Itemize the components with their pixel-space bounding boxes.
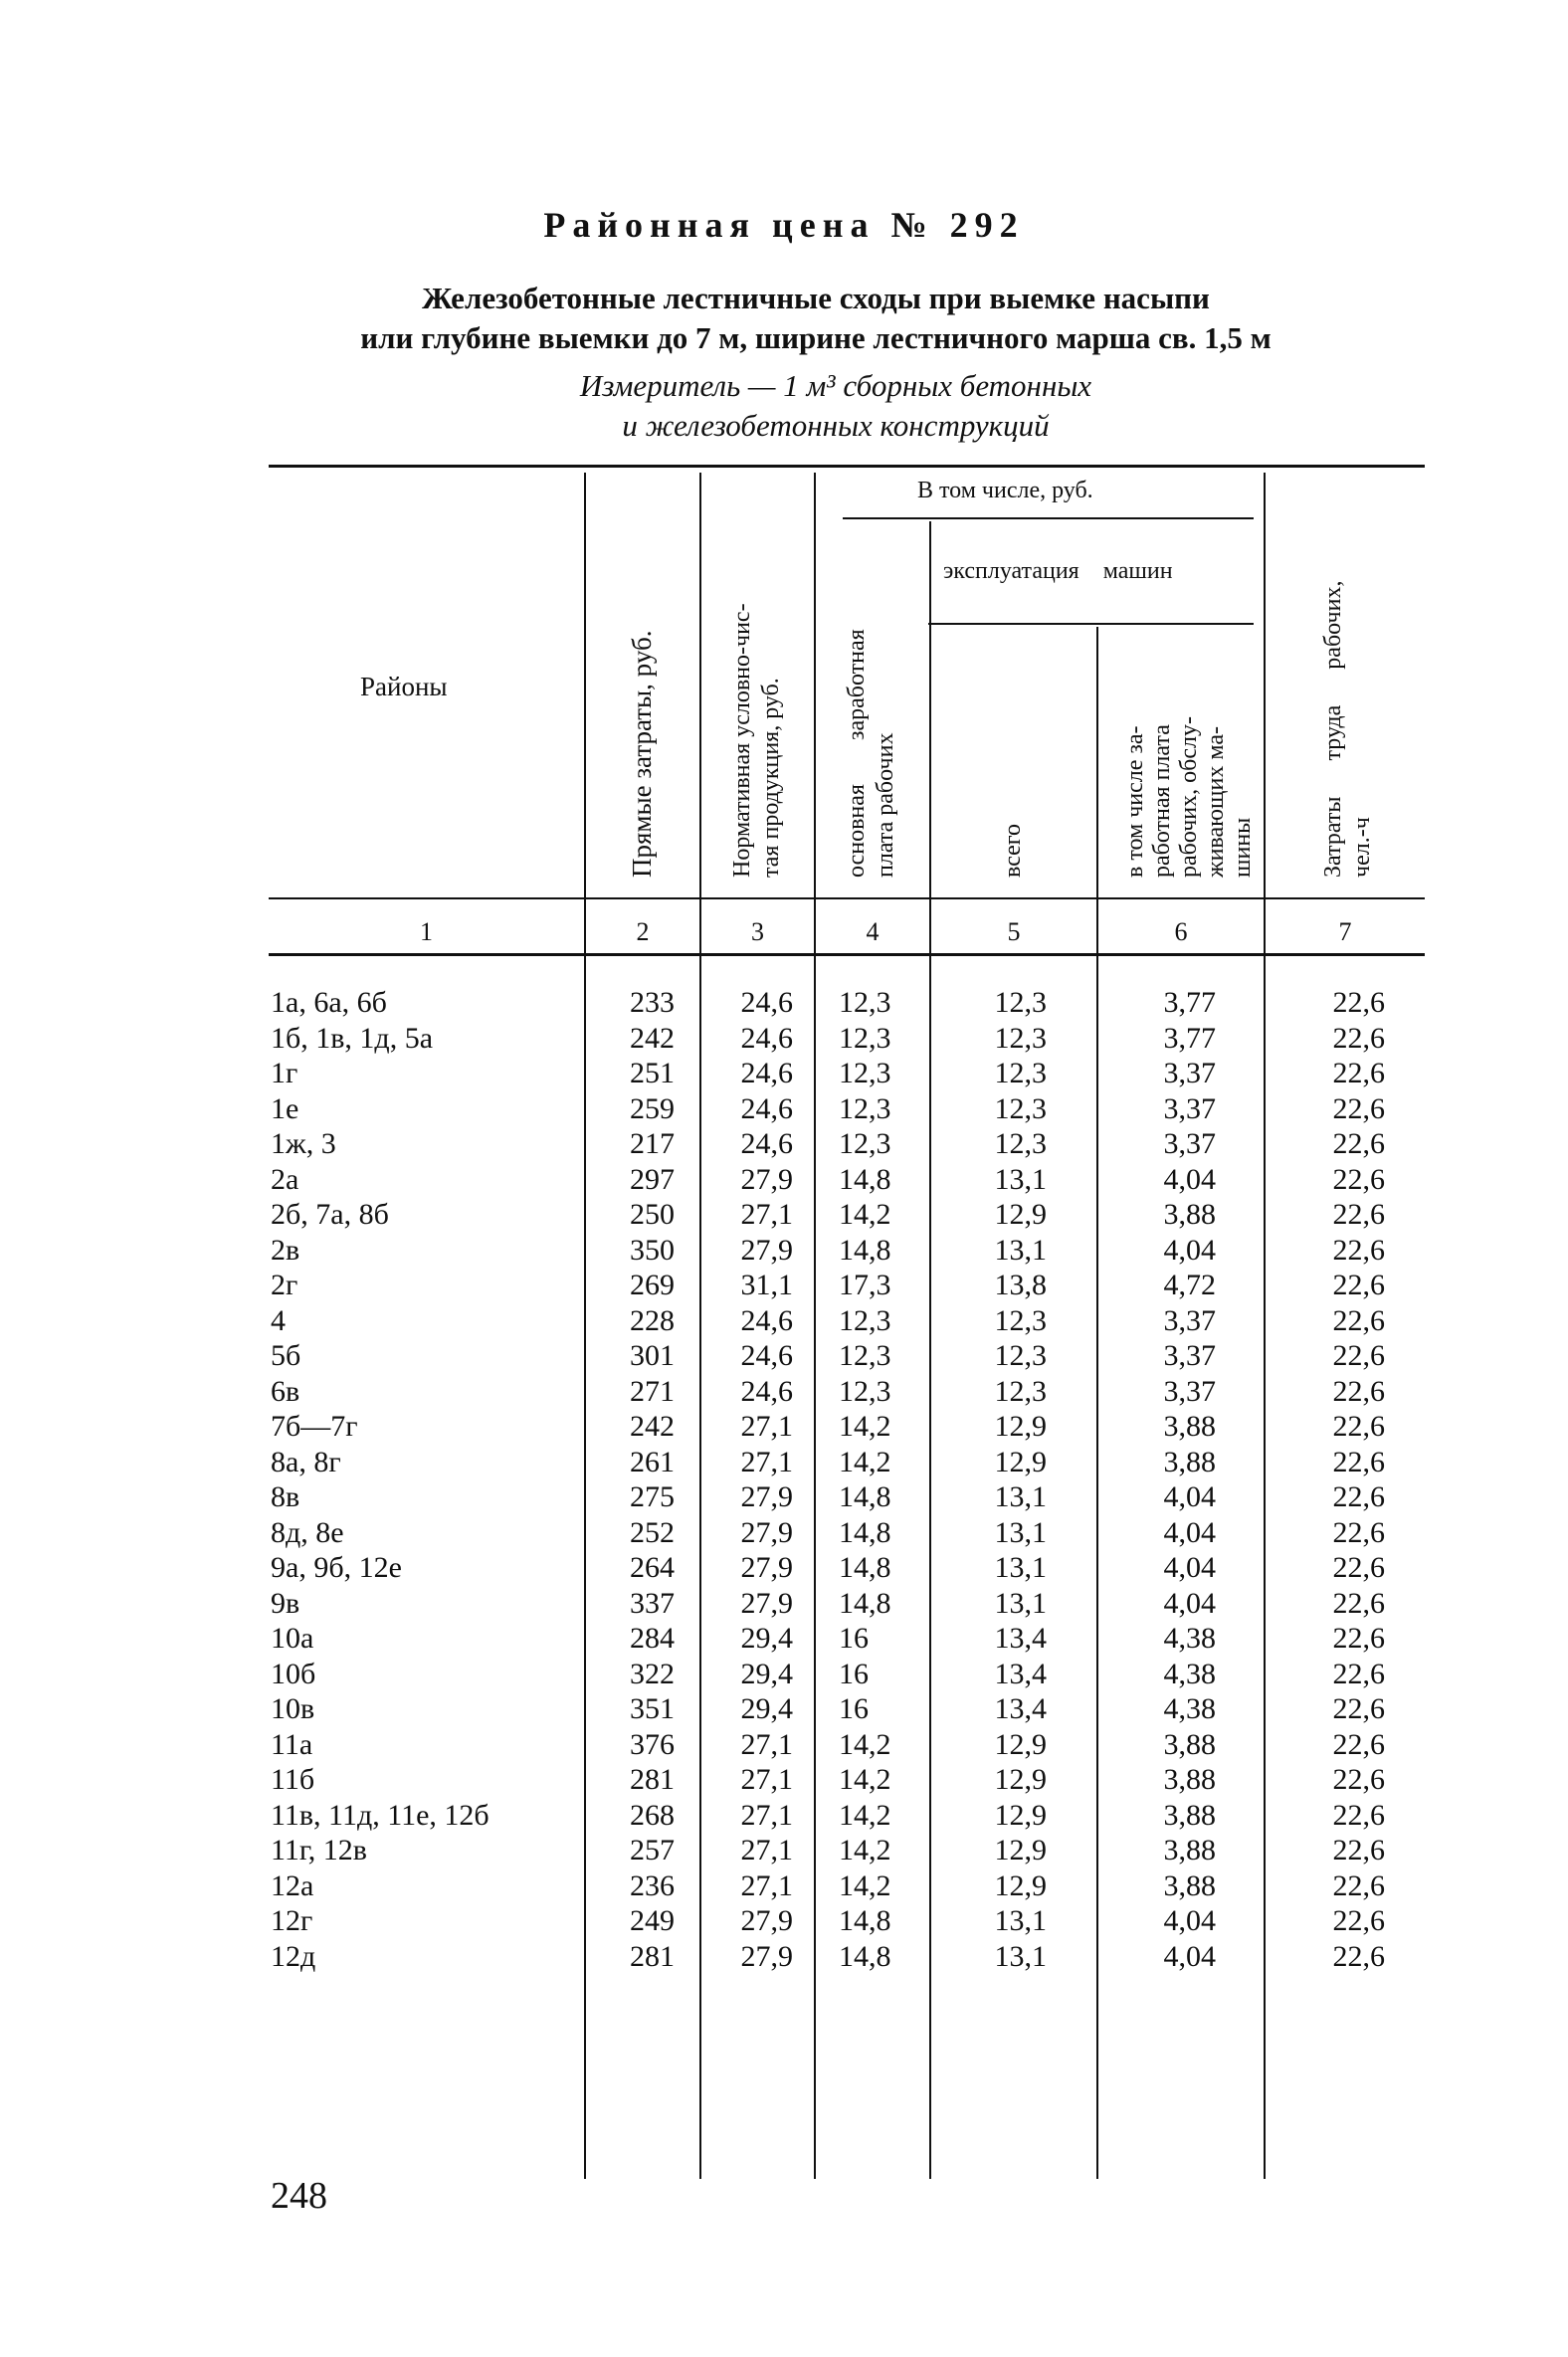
cell-machine-wage: 4,04 xyxy=(1163,1551,1216,1584)
column-number-7: 7 xyxy=(1338,917,1352,946)
cell-normative-net: 24,6 xyxy=(740,1374,793,1408)
cell-base-wage: 14,8 xyxy=(839,1515,891,1549)
cell-region: 10в xyxy=(271,1692,315,1725)
cell-direct-costs: 297 xyxy=(630,1162,675,1196)
cell-direct-costs: 217 xyxy=(630,1127,675,1160)
cell-machine-wage: 3,88 xyxy=(1163,1198,1216,1231)
cell-normative-net: 27,9 xyxy=(740,1551,793,1584)
cell-labor: 22,6 xyxy=(1332,1303,1385,1337)
cell-base-wage: 14,2 xyxy=(839,1445,891,1478)
header-regions: Районы xyxy=(360,672,448,701)
vrule-3 xyxy=(814,473,816,2179)
cell-machine-total: 13,1 xyxy=(994,1586,1047,1620)
page-subtitle xyxy=(259,279,1373,358)
cell-normative-net: 27,1 xyxy=(740,1834,793,1866)
column-number-3: 3 xyxy=(751,917,764,946)
cell-machine-total: 12,9 xyxy=(994,1410,1047,1443)
cell-base-wage: 14,2 xyxy=(839,1763,891,1796)
cell-base-wage: 16 xyxy=(839,1692,869,1725)
cell-machine-wage: 4,04 xyxy=(1163,1904,1216,1937)
rule-top xyxy=(269,465,1425,468)
cell-base-wage: 12,3 xyxy=(839,1057,891,1089)
vrule-4 xyxy=(929,521,931,2179)
cell-machine-total: 13,1 xyxy=(994,1551,1047,1584)
cell-region: 10б xyxy=(271,1657,316,1690)
cell-normative-net: 27,1 xyxy=(740,1727,793,1761)
cell-base-wage: 14,2 xyxy=(839,1198,891,1231)
cell-machine-wage: 4,38 xyxy=(1163,1692,1216,1725)
cell-machine-wage: 3,88 xyxy=(1163,1445,1216,1478)
cell-normative-net: 27,9 xyxy=(740,1480,793,1513)
cell-region: 10а xyxy=(271,1622,314,1655)
cell-labor: 22,6 xyxy=(1332,1727,1385,1761)
machine-wage-column xyxy=(1114,985,1216,1974)
cell-normative-net: 27,9 xyxy=(740,1515,793,1549)
cell-direct-costs: 301 xyxy=(630,1339,675,1372)
cell-direct-costs: 261 xyxy=(630,1445,675,1478)
cell-labor: 22,6 xyxy=(1332,1515,1385,1549)
cell-normative-net: 27,1 xyxy=(740,1198,793,1231)
cell-direct-costs: 259 xyxy=(630,1091,675,1125)
cell-labor: 22,6 xyxy=(1332,1057,1385,1089)
cell-base-wage: 16 xyxy=(839,1622,869,1655)
cell-normative-net: 27,1 xyxy=(740,1410,793,1443)
cell-base-wage: 17,3 xyxy=(839,1269,891,1301)
cell-normative-net: 24,6 xyxy=(740,1303,793,1337)
cell-base-wage: 14,2 xyxy=(839,1868,891,1902)
cell-machine-total: 13,4 xyxy=(994,1692,1047,1725)
cell-machine-wage: 4,04 xyxy=(1163,1162,1216,1196)
cell-region: 8а, 8г xyxy=(271,1445,341,1478)
column-number-5: 5 xyxy=(1007,917,1021,946)
cell-direct-costs: 281 xyxy=(630,1763,675,1796)
cell-labor: 22,6 xyxy=(1332,1763,1385,1796)
cell-normative-net: 27,1 xyxy=(740,1798,793,1832)
cell-direct-costs: 249 xyxy=(630,1904,675,1937)
cell-region: 2г xyxy=(271,1269,298,1301)
base-wage-column xyxy=(839,985,928,1974)
cell-labor: 22,6 xyxy=(1332,1198,1385,1231)
header-machine-operation: эксплуатация машин xyxy=(943,558,1173,584)
cell-region: 11а xyxy=(271,1727,313,1761)
rule-machines xyxy=(928,623,1254,625)
cell-direct-costs: 350 xyxy=(630,1233,675,1267)
cell-labor: 22,6 xyxy=(1332,1939,1385,1973)
cell-machine-total: 12,9 xyxy=(994,1763,1047,1796)
cell-direct-costs: 257 xyxy=(630,1834,675,1866)
cell-machine-wage: 3,88 xyxy=(1163,1798,1216,1832)
cell-base-wage: 14,2 xyxy=(839,1798,891,1832)
cell-machine-total: 13,1 xyxy=(994,1904,1047,1937)
cell-machine-total: 13,1 xyxy=(994,1480,1047,1513)
measure-unit xyxy=(398,366,1274,446)
subtitle-line-2: или глубине выемки до 7 м, ширине лестничного марша св. 1,5 м xyxy=(360,320,1272,355)
cell-machine-total: 12,3 xyxy=(994,1091,1047,1125)
cell-normative-net: 24,6 xyxy=(740,1021,793,1055)
cell-region: 9а, 9б, 12е xyxy=(271,1551,402,1584)
cell-base-wage: 12,3 xyxy=(839,1303,891,1337)
rule-including xyxy=(843,517,1254,519)
cell-direct-costs: 337 xyxy=(630,1586,675,1620)
cell-labor: 22,6 xyxy=(1332,1127,1385,1160)
vrule-1 xyxy=(584,473,586,2179)
cell-direct-costs: 242 xyxy=(630,1410,675,1443)
normative-net-column xyxy=(701,985,793,1974)
cell-normative-net: 29,4 xyxy=(740,1692,793,1725)
cell-normative-net: 27,9 xyxy=(740,1586,793,1620)
cell-labor: 22,6 xyxy=(1332,1798,1385,1832)
cell-normative-net: 27,9 xyxy=(740,1939,793,1973)
cell-direct-costs: 228 xyxy=(630,1303,675,1337)
cell-machine-wage: 3,88 xyxy=(1163,1410,1216,1443)
cell-machine-total: 13,4 xyxy=(994,1622,1047,1655)
cell-machine-total: 12,9 xyxy=(994,1727,1047,1761)
cell-direct-costs: 351 xyxy=(630,1692,675,1725)
measure-line-2: и железобетонных конструкций xyxy=(622,408,1050,443)
cell-machine-wage: 3,37 xyxy=(1163,1303,1216,1337)
cell-region: 5б xyxy=(271,1339,301,1372)
cell-normative-net: 27,1 xyxy=(740,1763,793,1796)
cell-machine-total: 12,9 xyxy=(994,1445,1047,1478)
column-number-4: 4 xyxy=(866,917,880,946)
cell-machine-total: 13,1 xyxy=(994,1939,1047,1973)
cell-region: 6в xyxy=(271,1374,300,1408)
cell-labor: 22,6 xyxy=(1332,1622,1385,1655)
cell-normative-net: 27,1 xyxy=(740,1445,793,1478)
cell-base-wage: 14,2 xyxy=(839,1727,891,1761)
cell-direct-costs: 281 xyxy=(630,1939,675,1973)
cell-direct-costs: 269 xyxy=(630,1269,675,1301)
page-title: Районная цена № 292 xyxy=(543,205,1025,245)
cell-direct-costs: 252 xyxy=(630,1515,675,1549)
cell-machine-total: 13,4 xyxy=(994,1657,1047,1690)
cell-machine-total: 12,3 xyxy=(994,1057,1047,1089)
cell-machine-total: 13,8 xyxy=(994,1269,1047,1301)
cell-machine-wage: 4,04 xyxy=(1163,1233,1216,1267)
page-number: 248 xyxy=(271,2175,327,2217)
cell-region: 8д, 8е xyxy=(271,1515,344,1549)
cell-normative-net: 27,9 xyxy=(740,1233,793,1267)
cell-region: 12а xyxy=(271,1868,314,1902)
measure-line-1: Измеритель — 1 м³ сборных бетонных xyxy=(579,368,1092,403)
cell-direct-costs: 322 xyxy=(630,1657,675,1690)
cell-direct-costs: 242 xyxy=(630,1021,675,1055)
cell-normative-net: 27,9 xyxy=(740,1904,793,1937)
header-including: В том числе, руб. xyxy=(917,478,1093,503)
cell-labor: 22,6 xyxy=(1332,1374,1385,1408)
cell-machine-wage: 4,04 xyxy=(1163,1586,1216,1620)
cell-region: 1г xyxy=(271,1057,298,1089)
labor-column xyxy=(1283,985,1385,1974)
cell-labor: 22,6 xyxy=(1332,1692,1385,1725)
cell-direct-costs: 271 xyxy=(630,1374,675,1408)
cell-base-wage: 12,3 xyxy=(839,986,891,1019)
cell-base-wage: 12,3 xyxy=(839,1339,891,1372)
machine-total-column xyxy=(955,985,1047,1974)
cell-machine-wage: 3,88 xyxy=(1163,1727,1216,1761)
cell-machine-total: 12,3 xyxy=(994,1374,1047,1408)
cell-region: 11г, 12в xyxy=(271,1834,367,1866)
cell-labor: 22,6 xyxy=(1332,1233,1385,1267)
cell-base-wage: 14,8 xyxy=(839,1939,891,1973)
cell-normative-net: 24,6 xyxy=(740,1057,793,1089)
cell-machine-wage: 4,38 xyxy=(1163,1622,1216,1655)
cell-region: 2б, 7а, 8б xyxy=(271,1198,389,1231)
cell-machine-wage: 3,37 xyxy=(1163,1057,1216,1089)
cell-machine-wage: 3,37 xyxy=(1163,1091,1216,1125)
cell-region: 8в xyxy=(271,1480,300,1513)
regions-column xyxy=(271,985,579,1974)
cell-base-wage: 14,2 xyxy=(839,1834,891,1866)
cell-labor: 22,6 xyxy=(1332,1445,1385,1478)
cell-labor: 22,6 xyxy=(1332,1339,1385,1372)
cell-machine-wage: 3,37 xyxy=(1163,1127,1216,1160)
cell-base-wage: 14,8 xyxy=(839,1551,891,1584)
cell-region: 2в xyxy=(271,1233,300,1267)
cell-direct-costs: 236 xyxy=(630,1868,675,1902)
cell-machine-total: 12,9 xyxy=(994,1198,1047,1231)
cell-labor: 22,6 xyxy=(1332,986,1385,1019)
cell-labor: 22,6 xyxy=(1332,1269,1385,1301)
cell-machine-wage: 3,88 xyxy=(1163,1868,1216,1902)
subtitle-line-1: Железобетонные лестничные сходы при выемке насыпи xyxy=(422,281,1210,315)
cell-labor: 22,6 xyxy=(1332,1834,1385,1866)
cell-base-wage: 14,2 xyxy=(839,1410,891,1443)
cell-machine-total: 12,9 xyxy=(994,1834,1047,1866)
cell-machine-wage: 3,88 xyxy=(1163,1834,1216,1866)
cell-normative-net: 24,6 xyxy=(740,1339,793,1372)
cell-base-wage: 14,8 xyxy=(839,1480,891,1513)
cell-machine-wage: 3,77 xyxy=(1163,1021,1216,1055)
cell-direct-costs: 275 xyxy=(630,1480,675,1513)
column-number-2: 2 xyxy=(636,917,650,946)
cell-machine-wage: 3,88 xyxy=(1163,1763,1216,1796)
cell-labor: 22,6 xyxy=(1332,1162,1385,1196)
cell-region: 4 xyxy=(271,1303,286,1337)
cell-machine-total: 12,3 xyxy=(994,1339,1047,1372)
cell-direct-costs: 268 xyxy=(630,1798,675,1832)
cell-direct-costs: 251 xyxy=(630,1057,675,1089)
cell-machine-wage: 4,04 xyxy=(1163,1515,1216,1549)
cell-labor: 22,6 xyxy=(1332,1551,1385,1584)
cell-direct-costs: 376 xyxy=(630,1727,675,1761)
cell-direct-costs: 233 xyxy=(630,986,675,1019)
cell-labor: 22,6 xyxy=(1332,1480,1385,1513)
cell-base-wage: 14,8 xyxy=(839,1904,891,1937)
vrule-6 xyxy=(1264,473,1266,2179)
cell-region: 12г xyxy=(271,1904,313,1937)
cell-machine-wage: 3,37 xyxy=(1163,1339,1216,1372)
cell-region: 11в, 11д, 11е, 12б xyxy=(271,1798,490,1832)
cell-region: 1е xyxy=(271,1091,299,1125)
cell-direct-costs: 250 xyxy=(630,1198,675,1231)
cell-normative-net: 24,6 xyxy=(740,986,793,1019)
vrule-5 xyxy=(1096,627,1098,2179)
cell-machine-wage: 3,37 xyxy=(1163,1374,1216,1408)
cell-labor: 22,6 xyxy=(1332,1021,1385,1055)
cell-base-wage: 14,8 xyxy=(839,1162,891,1196)
cell-base-wage: 12,3 xyxy=(839,1091,891,1125)
cell-normative-net: 24,6 xyxy=(740,1127,793,1160)
cell-machine-total: 12,3 xyxy=(994,986,1047,1019)
cell-normative-net: 29,4 xyxy=(740,1657,793,1690)
cell-region: 2а xyxy=(271,1162,299,1196)
cell-machine-total: 12,3 xyxy=(994,1303,1047,1337)
cell-machine-total: 12,9 xyxy=(994,1798,1047,1832)
cell-region: 1а, 6а, 6б xyxy=(271,986,387,1019)
cell-base-wage: 12,3 xyxy=(839,1374,891,1408)
cell-machine-total: 13,1 xyxy=(994,1162,1047,1196)
cell-base-wage: 12,3 xyxy=(839,1127,891,1160)
cell-machine-wage: 4,04 xyxy=(1163,1480,1216,1513)
cell-region: 1б, 1в, 1д, 5а xyxy=(271,1021,434,1055)
cell-region: 11б xyxy=(271,1763,315,1796)
cell-normative-net: 27,9 xyxy=(740,1162,793,1196)
rule-header-bottom xyxy=(269,897,1425,899)
cell-labor: 22,6 xyxy=(1332,1868,1385,1902)
cell-region: 9в xyxy=(271,1586,300,1620)
cell-labor: 22,6 xyxy=(1332,1904,1385,1937)
cell-labor: 22,6 xyxy=(1332,1091,1385,1125)
cell-labor: 22,6 xyxy=(1332,1586,1385,1620)
column-number-1: 1 xyxy=(420,917,433,946)
cell-labor: 22,6 xyxy=(1332,1657,1385,1690)
direct-costs-column xyxy=(597,985,675,1974)
cell-machine-wage: 4,38 xyxy=(1163,1657,1216,1690)
cell-machine-wage: 4,72 xyxy=(1163,1269,1216,1301)
cell-machine-total: 13,1 xyxy=(994,1233,1047,1267)
rule-numbers-bottom xyxy=(269,953,1425,956)
cell-base-wage: 14,8 xyxy=(839,1233,891,1267)
cell-normative-net: 29,4 xyxy=(740,1622,793,1655)
cell-base-wage: 12,3 xyxy=(839,1021,891,1055)
cell-machine-total: 12,9 xyxy=(994,1868,1047,1902)
cell-normative-net: 27,1 xyxy=(740,1868,793,1902)
cell-direct-costs: 284 xyxy=(630,1622,675,1655)
cell-region: 7б—7г xyxy=(271,1410,358,1443)
cell-machine-total: 13,1 xyxy=(994,1515,1047,1549)
cell-direct-costs: 264 xyxy=(630,1551,675,1584)
cell-normative-net: 24,6 xyxy=(740,1091,793,1125)
column-number-6: 6 xyxy=(1174,917,1188,946)
cell-machine-wage: 4,04 xyxy=(1163,1939,1216,1973)
cell-region: 12д xyxy=(271,1939,316,1973)
cell-base-wage: 14,8 xyxy=(839,1586,891,1620)
cell-normative-net: 31,1 xyxy=(740,1269,793,1301)
cell-labor: 22,6 xyxy=(1332,1410,1385,1443)
cell-base-wage: 16 xyxy=(839,1657,869,1690)
cell-machine-total: 12,3 xyxy=(994,1021,1047,1055)
cell-machine-total: 12,3 xyxy=(994,1127,1047,1160)
cell-machine-wage: 3,77 xyxy=(1163,986,1216,1019)
cell-region: 1ж, 3 xyxy=(271,1127,336,1160)
